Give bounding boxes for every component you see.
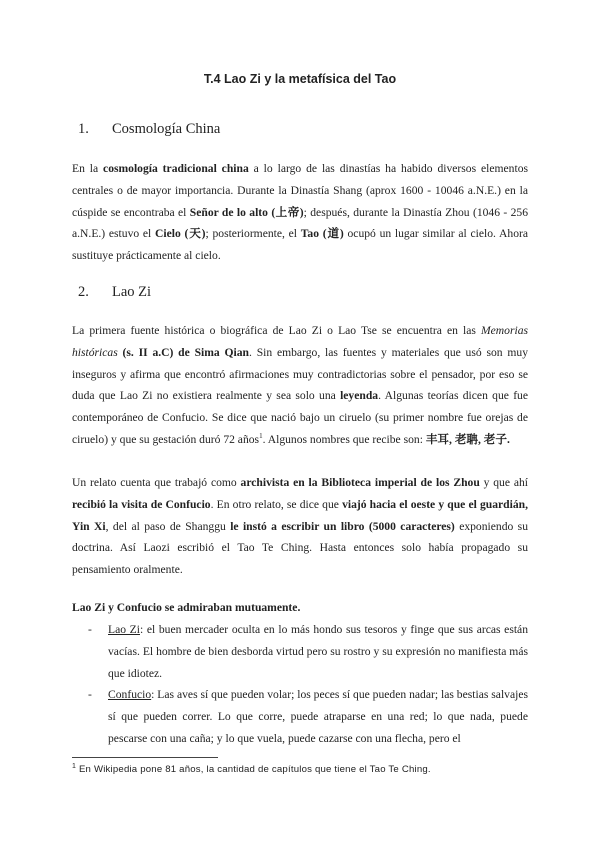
paragraph-relato: Un relato cuenta que trabajó como archivista en la Biblioteca imperial de los Zhou y que ahí recibió la visita de Confucio. En otro relato, se dice que viajó hacia el oeste y que el guardián, Yin Xi, del al paso de Shanggu le instó a escribir un libro (5000 caracteres) exponiendo su doctrina. Así Laozi escribió el Tao Te Ching. Hasta entonces solo había propagado su pensamiento oralmente. bbox=[72, 476, 529, 577]
section-number: 2. bbox=[78, 284, 89, 300]
dash-marker: - bbox=[88, 688, 92, 702]
footnote bbox=[72, 764, 431, 775]
quote-text: : el buen mercader oculta en lo más hondo sus tesoros y finge que sus arcas están vacías. El hombre de bien desborda virtud pero su rostro y su expresión no manifiesta más que idiotez. bbox=[108, 623, 528, 680]
footnote-text: En Wikipedia pone 81 años, la cantidad de capítulos que tiene el Tao Te Ching. bbox=[76, 764, 431, 775]
paragraph-lao-zi: La primera fuente histórica o biográfica de Lao Zi o Lao Tse se encuentra en las Memorias históricas (s. II a.C) de Sima Qian. Sin embargo, las fuentes y materiales que usó son muy inseguros y afirma que encontró afirmaciones muy contradictorias sobre el pensador, por eso se duda que Lao Zi no existiera realmente y sea solo una leyenda. Algunas teorías dicen que fue contemporáneo de Confucio. Se dice que nació bajo un ciruelo (su primer nombre fue orejas de ciruelo) y que su gestación duró 72 años$^1$. Algunos nombres que recibe son: 丰耳, 老聃, 老子. bbox=[72, 324, 528, 446]
section-heading-lao-zi bbox=[78, 284, 151, 301]
section-title: Cosmología China bbox=[112, 121, 221, 137]
quote-author: Lao Zi bbox=[108, 623, 140, 636]
footnote-separator bbox=[72, 757, 218, 758]
quotes-list bbox=[72, 619, 528, 750]
page-title: T.4 Lao Zi y la metafísica del Tao bbox=[203, 72, 397, 86]
quote-text: : Las aves sí que pueden volar; los peces sí que pueden nadar; las bestias salvajes sí que pueden correr. Lo que corre, puede atraparse en una red; lo que nada, puede pescarse con una caña; y lo que vuela, puede cazarse con una flecha, pero el bbox=[108, 688, 528, 745]
paragraph-cosmologia: En la cosmología tradicional china a lo largo de las dinastías ha habido diversos elementos centrales o de mayor importancia. Durante la Dinastía Shang (aprox 1600 - 10046 a.N.E.) en la cúspide se encontraba el Señor de lo alto (上帝); después, durante la Dinastía Zhou (1046 - 256 a.N.E.) estuvo el Cielo (天); posteriormente, el Tao (道) ocupó un lugar similar al cielo. Ahora sustituye prácticamente al cielo. bbox=[72, 162, 529, 263]
list-item-confucio bbox=[72, 684, 528, 749]
dash-marker: - bbox=[88, 623, 92, 636]
subheading-admiraban: Lao Zi y Confucio se admiraban mutuamente. bbox=[72, 601, 301, 614]
footnote-reference[interactable]: 1 bbox=[259, 432, 263, 441]
section-title: Lao Zi bbox=[112, 284, 152, 300]
footnote-number: 1 bbox=[72, 762, 77, 770]
section-number: 1. bbox=[78, 121, 89, 137]
quote-author: Confucio bbox=[108, 688, 152, 702]
section-heading-cosmologia bbox=[78, 121, 220, 138]
list-item-lao-zi bbox=[72, 619, 528, 684]
